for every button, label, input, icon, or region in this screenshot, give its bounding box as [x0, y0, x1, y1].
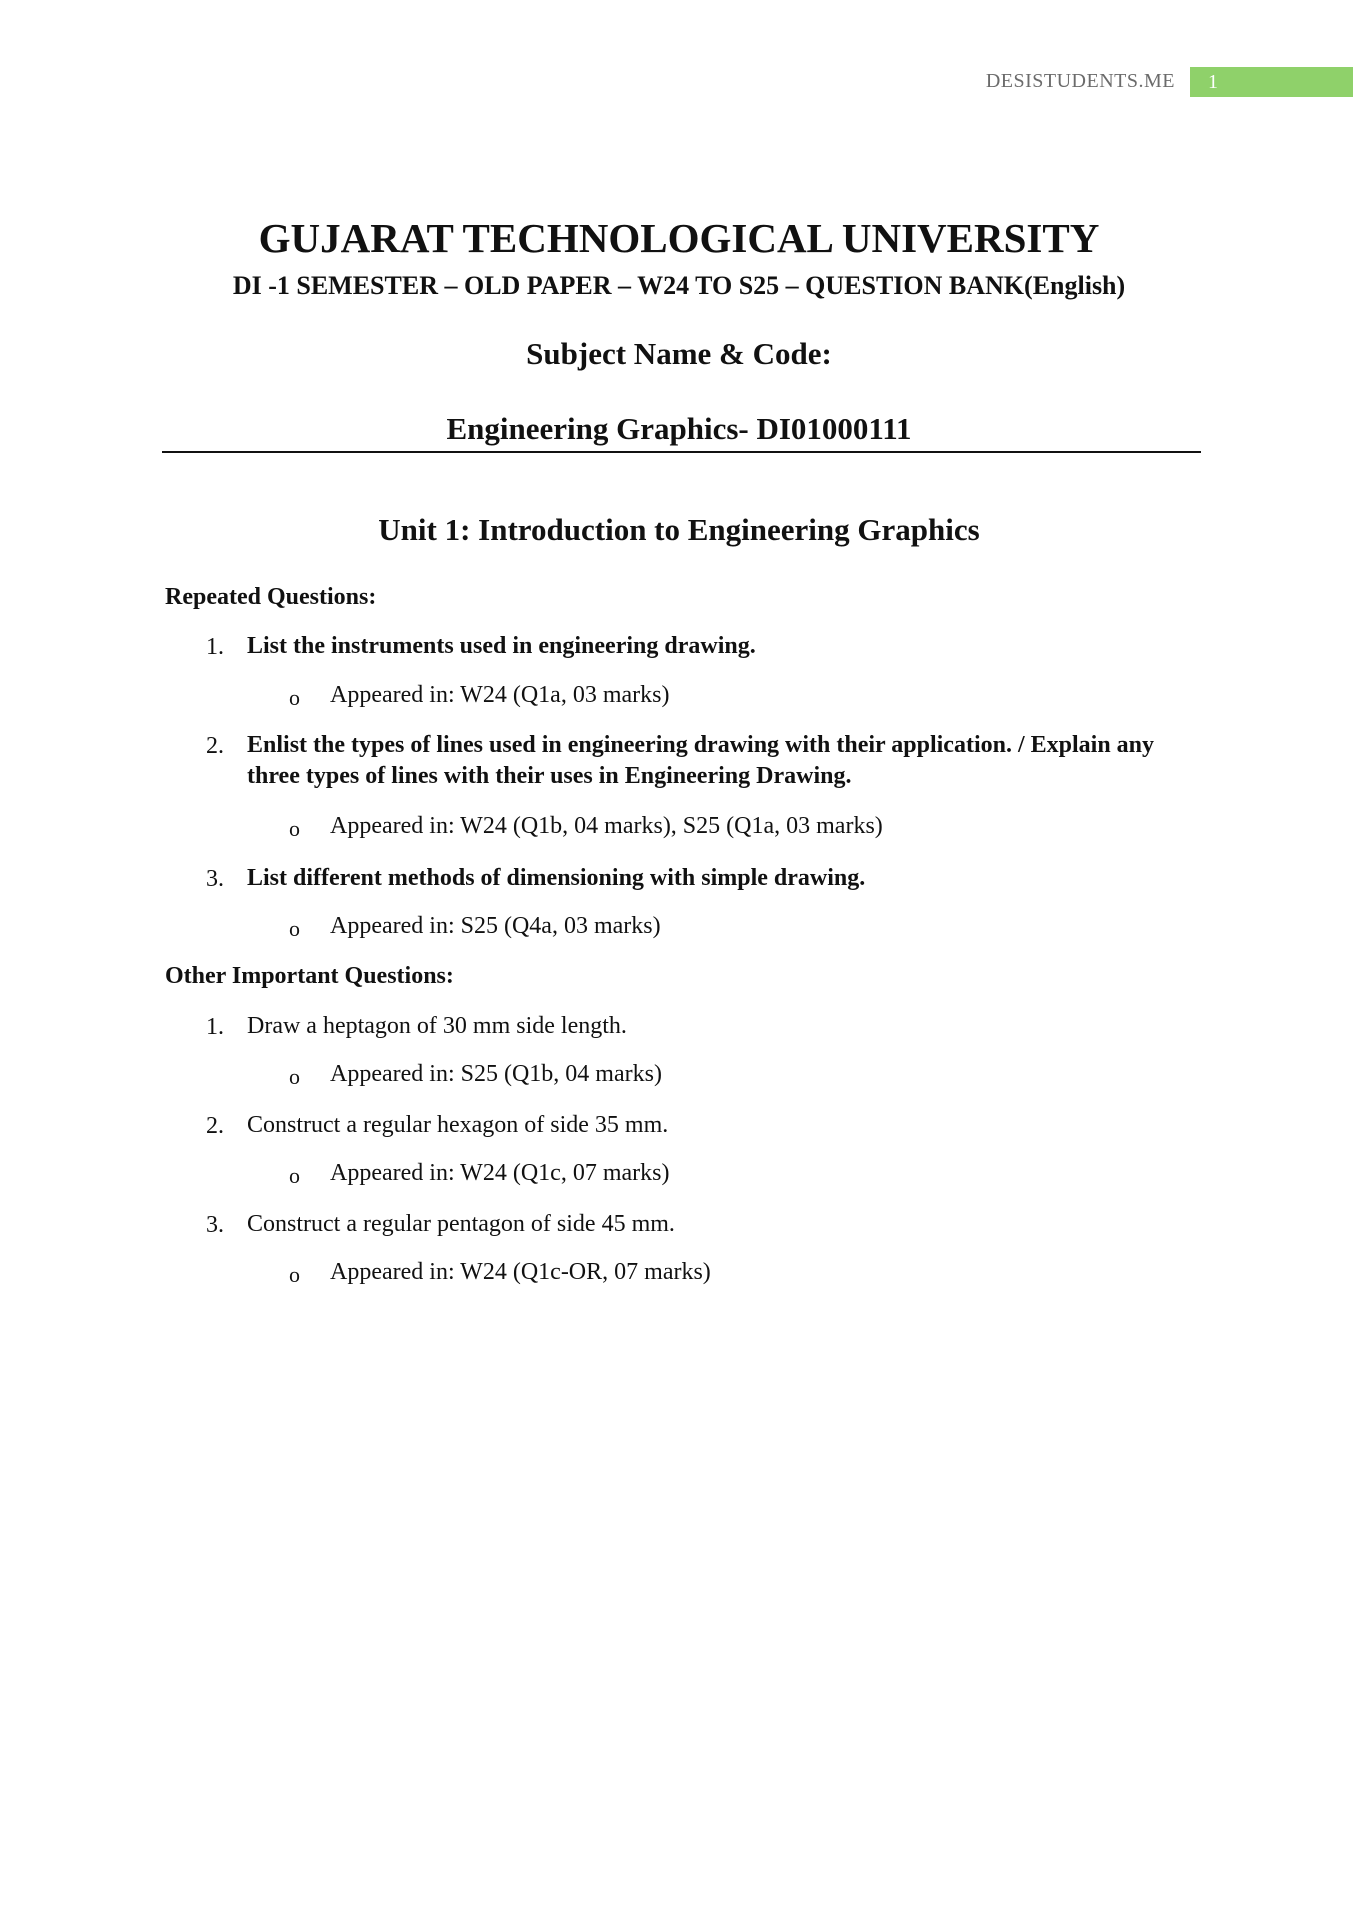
unit-heading: Unit 1: Introduction to Engineering Graphics	[378, 512, 980, 547]
question-text: Construct a regular hexagon of side 35 mm.	[247, 1112, 669, 1138]
bullet-icon: o	[289, 685, 300, 710]
page-number-badge: 1	[1190, 67, 1353, 97]
question-number: 3.	[206, 866, 224, 892]
bullet-icon: o	[289, 1262, 300, 1287]
appeared-in-note: Appeared in: W24 (Q1b, 04 marks), S25 (Q1a, 03 marks)	[330, 813, 883, 839]
header-site-name: DESISTUDENTS.ME	[985, 70, 1175, 92]
question-text: Construct a regular pentagon of side 45 mm.	[247, 1211, 675, 1237]
question-text: List the instruments used in engineering drawing.	[247, 633, 756, 659]
question-number: 1.	[206, 634, 224, 660]
question-number: 2.	[206, 733, 224, 759]
bullet-icon: o	[289, 916, 300, 941]
appeared-in-note: Appeared in: S25 (Q4a, 03 marks)	[330, 913, 661, 939]
question-number: 2.	[206, 1113, 224, 1139]
question-text: Draw a heptagon of 30 mm side length.	[247, 1013, 627, 1039]
subject-name: Engineering Graphics- DI01000111	[446, 411, 912, 446]
document-subtitle: DI -1 SEMESTER – OLD PAPER – W24 TO S25 – QUESTION BANK(English)	[232, 271, 1126, 300]
bullet-icon: o	[289, 1064, 300, 1089]
document-title: GUJARAT TECHNOLOGICAL UNIVERSITY	[258, 215, 1100, 261]
appeared-in-note: Appeared in: S25 (Q1b, 04 marks)	[330, 1061, 662, 1087]
bullet-icon: o	[289, 816, 300, 841]
repeated-questions-heading: Repeated Questions:	[165, 584, 377, 610]
other-questions-heading: Other Important Questions:	[165, 963, 454, 989]
question-text: List different methods of dimensioning with simple drawing.	[247, 865, 866, 891]
appeared-in-note: Appeared in: W24 (Q1c, 07 marks)	[330, 1160, 670, 1186]
question-number: 1.	[206, 1014, 224, 1040]
appeared-in-note: Appeared in: W24 (Q1a, 03 marks)	[330, 682, 670, 708]
question-text: Enlist the types of lines used in engineering drawing with their application. / Explain any three types of lines with their uses in Engineering Drawing.	[247, 732, 1155, 789]
title-divider	[162, 451, 1201, 453]
bullet-icon: o	[289, 1163, 300, 1188]
appeared-in-note: Appeared in: W24 (Q1c-OR, 07 marks)	[330, 1259, 711, 1285]
subject-label: Subject Name & Code:	[526, 336, 832, 371]
question-number: 3.	[206, 1212, 224, 1238]
